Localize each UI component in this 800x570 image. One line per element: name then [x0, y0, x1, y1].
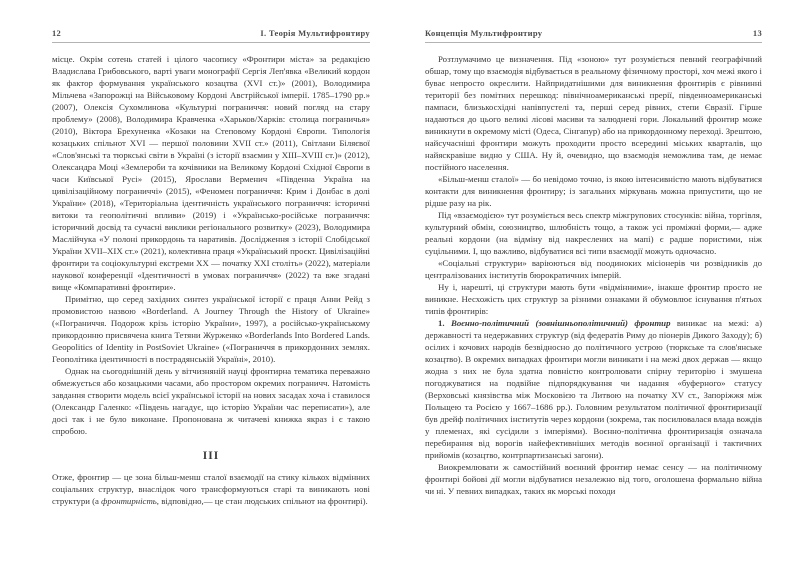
page-body-right [425, 53, 762, 497]
page-right [400, 0, 800, 570]
running-header-right [425, 28, 762, 43]
body-paragraph: Однак на сьогоднішній день у вітчизняній науці фронтирна тематика переважно обмежується або козацькими часами, або простором окремих пограничч. Натомість завдання створити модель всієї української історії на нових засадах хоча і ставилося (Олександр Галенко: «Південь нагадує, що історію України час переписати»), але досі так і не було виконане. Пропонована ж читачеві книжка якраз і є такою спробою. [52, 366, 370, 436]
body-paragraph: 1. Воєнно-політичний (зовнішньополітичний) фронтир виникає на межі: а) державності та недержавних структур (від федератів Риму до піонерів Дикого Заходу); б) осілих і кочових народів безвідносно до політичного устрою (тюркське та слов'янське козацтво). В окремих випадках фронтири могли виникати і на межі двох держав — якщо жодна з них не була здатна повністю контролювати спірну територію і змушена погоджуватися на подвійне підпорядкування чи надання «буферного» статусу (Верховські князівства між Московією та Литвою на початку XV ст., Запоріжжя між Польщею та Росією у 1667–1686 рр.). Головним результатом політичної фронтиризації був дрейф політичних інститутів через кордони (зокрема, так посилювалася влада вождів у племенах, які сусідили з імперіями). Воєнно-політична фронтиризація означала перебирання від ворогів найефективніших методів воєнної організації і тактичних прийомів (козацтво, контрпартизанські загони). [425, 318, 763, 460]
body-paragraph: місце. Окрім сотень статей і цілого часопису «Фронтири міста» за редакцією Владислава Грибовського, варті уваги монографії Сергія Леп'явка «Великий кордон як фактор формування українського козацтва (XVI ст.)» (2001), Володимира Мільчева «Запорожці на Військовому Кордоні Австрійської імперії. 1785–1790 рр.» (2007), Олексія Сухомлинова «Культурні пограниччя: новий погляд на стару проблему» (2008), Володимира Кравченка «Харьков/Харків: столица пограничья» (2010), Віктора Брехуненка «Козаки на Степовому Кордоні Європи. Типологія козацьких спільнот XVI — першої половини XVII ст.» (2011), Світлани Біляєвої «Слов'янські та тюркські світи в Україні (з історії взаємин у XIII–XVIII ст.)» (2012), Олександра Моці «Землероби та кочівники на Великому Кордоні Східної Європи в часи Київської Русі» (2015), Ярослави Верменич «Південна Україна на цивілізаційному пограниччі» (2015), «Феномен пограниччя: Крим і Донбас в долі України» (2018), «Територіальна ідентичність українського пограниччя: історичні витоки та геополітичні впливи» (2019) і «Українсько-російське пограниччя: історичний досвід та сучасні виклики регіонального розвитку» (2023), Володимира Маслійчука «У полоні прикордонь та наративів. Дослідження з історії Слобідської України XVII–XIX ст.» (2021), колективна праця «Український проєкт. Цивілізаційні фронтири та соціокультурні екстреми XX — початку XXI століть» (2022), матеріали наукової конференції «Ідентичності в умовах пограниччя» (2022) та вже згадані вище «Компаративні фронтири». [52, 54, 370, 292]
body-paragraph: Розтлумачимо це визначення. Під «зоною» тут розуміється певний географічний обшар, тому що взаємодія відбувається в реальному фізичному просторі, хоч межі якого і буває непросто окреслити. Найпридатнішими для виникнення фронтирів є рівнинні території без помітних перешкод: північноамериканські прерії, південноамериканські пампаси, близькосхідні напівпустелі та, перші серед рівних, степи Євразії. Гірше надаються до цього великі лісові масиви та залюднені гори. Локальний фронтир може виникнути в окремому місті (Одеса, Сінгапур) або на прикордонному переході. Зрештою, найсучасніші фронтири можуть проходити просто всередині міських кварталів, що найяскравіше видно у США. Ну й, очевидно, що взаємодія неможлива там, де немає постійного населення. [425, 54, 762, 172]
running-head-right-title: Концепція Мультифронтиру [425, 28, 543, 38]
body-paragraph: Ну і, нарешті, ці структури мають бути «відмінними», інакше фронтир просто не виникне. Несхожість цих структур за різними ознаками й обумовлює існування п'ятьох типів фронтирів: [425, 282, 762, 316]
body-paragraph: Під «взаємодією» тут розуміється весь спектр міжгрупових стосунків: війна, торгівля, культурний обмін, союзництво, шлюбність тощо, а також усі проміжні форми,— адже реальні кордони (на відміну від накреслених на мапі) є радше пористими, ніж суцільними. І, що важливо, відбуватися всі типи взаємодії можуть одночасно. [425, 210, 762, 256]
section-heading: III [202, 450, 220, 462]
page-number-left: 12 [52, 28, 62, 38]
running-head-left-title: І. Теорія Мультифронтиру [260, 28, 370, 38]
body-paragraph: «Соціальні структури» варіюються від поодиноких місіонерів чи розвідників до централізованих інститутів бюрократичних імперій. [425, 258, 762, 280]
body-paragraph: «Більш-менш сталої» — бо невідомо точно, із якою інтенсивністю мають відбуватися контакти для виникнення фронтиру; із загальних міркувань можна припустити, що не рідше разу на рік. [425, 174, 762, 208]
page-number-right: 13 [752, 28, 762, 38]
running-header-left [52, 28, 370, 43]
body-paragraph: Виокремлювати ж самостійний воєнний фронтир немає сенсу — на політичному фронтирі бойові дії могли відбуватися незалежно від того, оголошена формально війна чи ні. У певних випадках, таких як морські походи [425, 462, 762, 496]
page-body-left [52, 53, 370, 507]
body-paragraph: Примітно, що серед західних синтез української історії є праця Анни Рейд з промовистою назвою «Borderland. A Journey Through the History of Ukraine» («Пограниччя. Подорож крізь історію України», 1997), а російсько-українському прикордонню присвячена книга Тетяни Журженко «Borderlands Into Bordered Lands. Geopolitics of Identity in PostSoviet Ukraine» («Пограниччя в прикордонних землях. Геополітика ідентичності в пострадянській Україні», 2010). [52, 294, 370, 364]
body-paragraph: Отже, фронтир — це зона більш-менш сталої взаємодії на стику кількох відмінних соціальних структур, внаслідок чого трансформуються старі та виникають нові структури (а фронтирність, відповідно,— це стан людських спільнот на фронтирі). [52, 472, 370, 506]
